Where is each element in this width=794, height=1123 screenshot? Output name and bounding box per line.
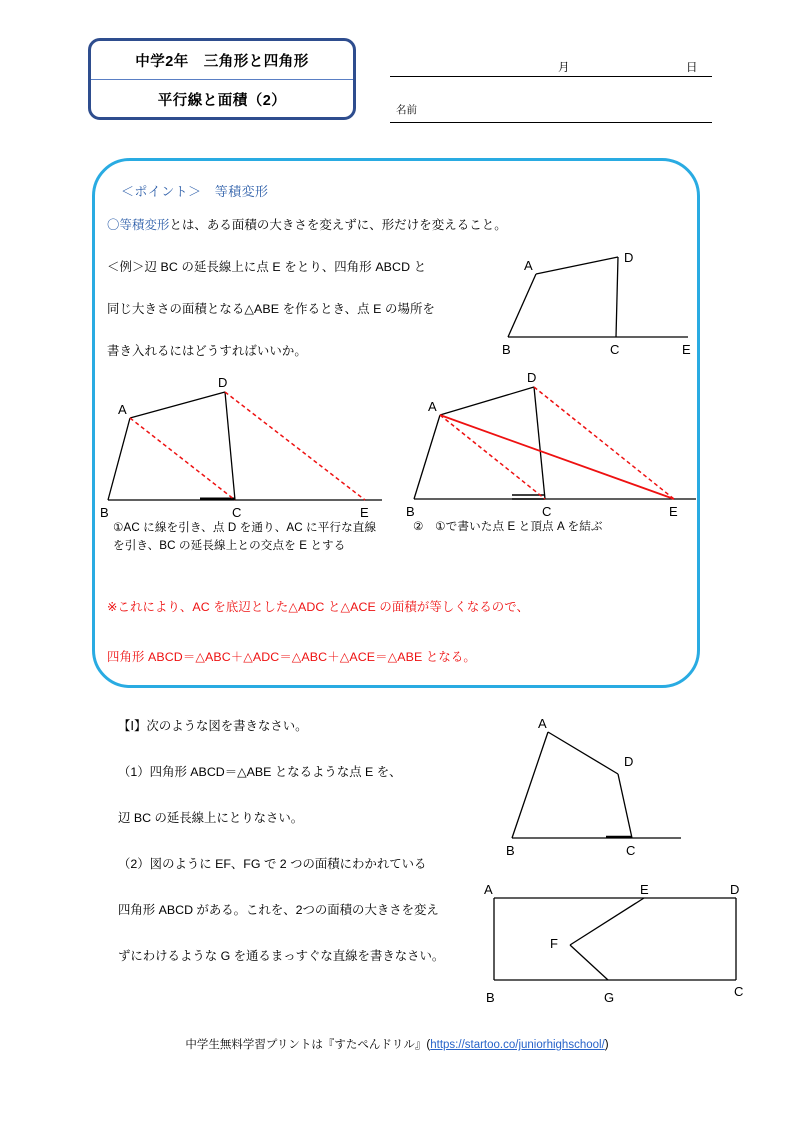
example-line-1: ＜例＞辺 BC の延長線上に点 E をとり、四角形 ABCD と bbox=[107, 260, 427, 274]
figure-label-B: B bbox=[100, 505, 109, 520]
figure-label-B: B bbox=[506, 843, 515, 858]
grade-title: 中学2年 三角形と四角形 bbox=[91, 41, 353, 80]
example-line-2: 同じ大きさの面積となる△ABE を作るとき、点 E の場所を bbox=[107, 302, 436, 316]
figure-label-D: D bbox=[218, 375, 228, 390]
figure-label-D: D bbox=[624, 250, 634, 265]
figure-label-E: E bbox=[669, 504, 678, 519]
figure-label-A: A bbox=[428, 399, 437, 414]
title-box bbox=[88, 38, 356, 120]
lesson-title: 平行線と面積（2） bbox=[157, 92, 287, 109]
date-writing-line bbox=[390, 76, 712, 77]
figure-label-D: D bbox=[527, 370, 537, 385]
figure-step2 bbox=[402, 368, 702, 523]
example-line-3: 書き入れるにはどうすればいいか。 bbox=[107, 344, 307, 358]
figure-label-A: A bbox=[484, 882, 493, 897]
footer-text-after: ) bbox=[604, 1039, 609, 1051]
figure-problem-1 bbox=[506, 712, 686, 862]
figure-label-F: F bbox=[550, 936, 558, 951]
figure-label-C: C bbox=[610, 342, 620, 357]
figure-label-D: D bbox=[730, 882, 740, 897]
name-writing-line bbox=[390, 122, 712, 123]
figure-label-B: B bbox=[502, 342, 511, 357]
figure-label-C: C bbox=[626, 843, 636, 858]
figure-label-B: B bbox=[406, 504, 415, 519]
figure-label-E: E bbox=[360, 505, 369, 520]
note-red-text: ※これにより、AC を底辺とした△ADC と△ACE の面積が等しくなるので、 bbox=[107, 600, 530, 614]
problem-2-line-3: ずにわけるような G を通るまっすぐな直線を書きなさい。 bbox=[118, 949, 445, 963]
definition-line bbox=[107, 217, 507, 233]
footer-url-link[interactable]: https://startoo.co/juniorhighschool/ bbox=[430, 1039, 605, 1051]
month-label: 月 bbox=[558, 62, 570, 74]
day-label: 日 bbox=[686, 62, 698, 74]
figure-label-D: D bbox=[624, 754, 634, 769]
figure-label-G: G bbox=[604, 990, 615, 1005]
problem-1-line-1: （1）四角形 ABCD＝△ABE となるような点 E を、 bbox=[118, 765, 402, 779]
figure-label-A: A bbox=[118, 402, 127, 417]
step2-caption: ② ①で書いた点 E と頂点 A を結ぶ bbox=[413, 520, 603, 533]
figure-label-C: C bbox=[542, 504, 552, 519]
definition-term: 〇等積変形 bbox=[107, 218, 170, 232]
figure-problem-2 bbox=[478, 880, 758, 1010]
figure-label-C: C bbox=[232, 505, 242, 520]
footer-text-before: 中学生無料学習プリントは『すたぺんドリル』( bbox=[185, 1039, 431, 1051]
figure-label-B: B bbox=[486, 990, 495, 1005]
figure-example-quadrilateral bbox=[498, 242, 698, 362]
figure-label-E: E bbox=[640, 882, 649, 897]
point-heading: ＜ポイント＞ 等積変形 bbox=[121, 184, 269, 199]
definition-rest: とは、ある面積の大きさを変えずに、形だけを変えること。 bbox=[169, 218, 507, 232]
figure-label-A: A bbox=[538, 716, 547, 731]
step1-caption: ①AC に線を引き、点 D を通り、AC に平行な直線を引き、BC の延長線上との交点を E とする bbox=[113, 521, 377, 552]
figure-label-E: E bbox=[682, 342, 691, 357]
conclusion-red-text: 四角形 ABCD＝△ABC＋△ADC＝△ABC＋△ACE＝△ABE となる。 bbox=[107, 650, 476, 664]
problem-instruction: 【Ⅰ】次のような図を書きなさい。 bbox=[118, 719, 308, 733]
footer bbox=[0, 1036, 794, 1052]
figure-label-C: C bbox=[734, 984, 744, 999]
figure-step1 bbox=[100, 372, 390, 522]
problem-1-line-2: 辺 BC の延長線上にとりなさい。 bbox=[118, 811, 304, 825]
figure-label-A: A bbox=[524, 258, 533, 273]
problem-2-line-2: 四角形 ABCD がある。これを、2つの面積の大きさを変え bbox=[118, 903, 439, 917]
problem-2-line-1: （2）図のように EF、FG で 2 つの面積にわかれている bbox=[118, 857, 427, 871]
date-name-area bbox=[390, 40, 712, 124]
name-label: 名前 bbox=[396, 104, 417, 116]
